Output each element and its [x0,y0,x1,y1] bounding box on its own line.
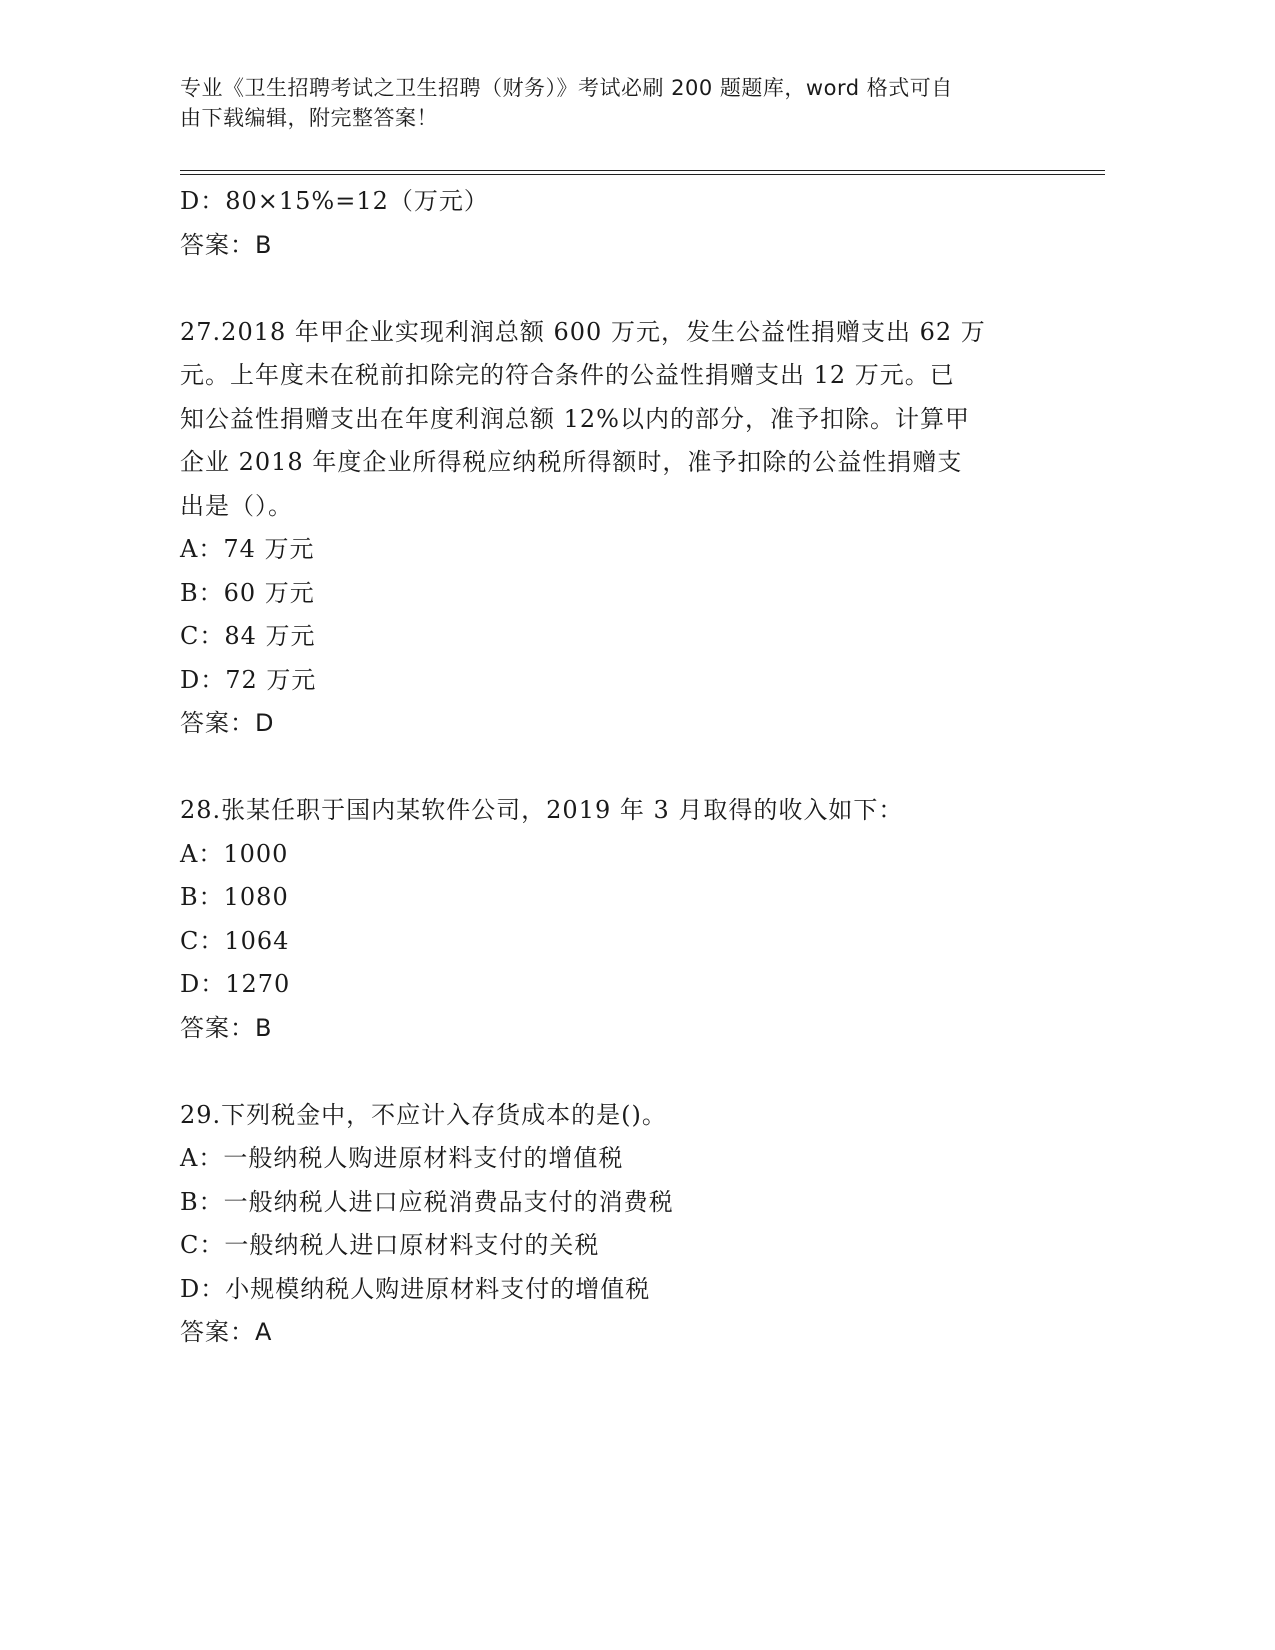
question-stem-line: 元。上年度未在税前扣除完的符合条件的公益性捐赠支出 12 万元。已 [180,361,955,389]
question-29 [180,1094,1105,1355]
question-stem-line: 29.下列税金中，不应计入存货成本的是()。 [180,1100,667,1129]
page-header [180,73,1080,133]
header-divider [180,170,1105,175]
blank-line [180,1050,1105,1094]
option-a: A：一般纳税人购进原材料支付的增值税 [180,1144,624,1172]
question-28 [180,789,1105,1050]
answer-line: 答案：A [180,1318,273,1346]
option-b: B：1080 [180,883,289,911]
option-a: A：1000 [180,839,289,868]
header-text-line: 专业《卫生招聘考试之卫生招聘（财务）》考试必刷 200 题题库，word 格式可自 [180,76,953,100]
answer-line: 答案：B [180,1013,273,1042]
option-c: C：84 万元 [180,622,316,650]
blank-line [180,746,1105,790]
option-d: D：72 万元 [180,665,317,694]
answer-line: 答案：D [180,709,275,737]
question-stem-line: 企业 2018 年度企业所得税应纳税所得额时，准予扣除的公益性捐赠支 [180,448,963,476]
header-text-line: 由下载编辑，附完整答案！ [180,106,438,130]
question-stem-line: 27.2018 年甲企业实现利润总额 600 万元，发生公益性捐赠支出 62 万 [180,317,986,346]
question-stem-line: 28.张某任职于国内某软件公司，2019 年 3 月取得的收入如下： [180,796,904,824]
blank-line [180,267,1105,311]
option-a: A：74 万元 [180,535,315,563]
option-d: D：1270 [180,970,291,998]
answer-line: 答案：B [180,230,273,259]
option-b: B：60 万元 [180,578,315,607]
question-stem-line: 出是（）。 [180,491,293,520]
document-body [180,180,1105,1355]
option-c: C：一般纳税人进口原材料支付的关税 [180,1231,600,1259]
carryover-block [180,180,1105,267]
option-c: C：1064 [180,926,290,955]
question-27 [180,311,1105,746]
option-b: B：一般纳税人进口应税消费品支付的消费税 [180,1187,674,1216]
option-d: D：80×15%=12（万元） [180,187,489,215]
question-stem-line: 知公益性捐赠支出在年度利润总额 12%以内的部分，准予扣除。计算甲 [180,404,970,433]
option-d: D：小规模纳税人购进原材料支付的增值税 [180,1274,651,1303]
